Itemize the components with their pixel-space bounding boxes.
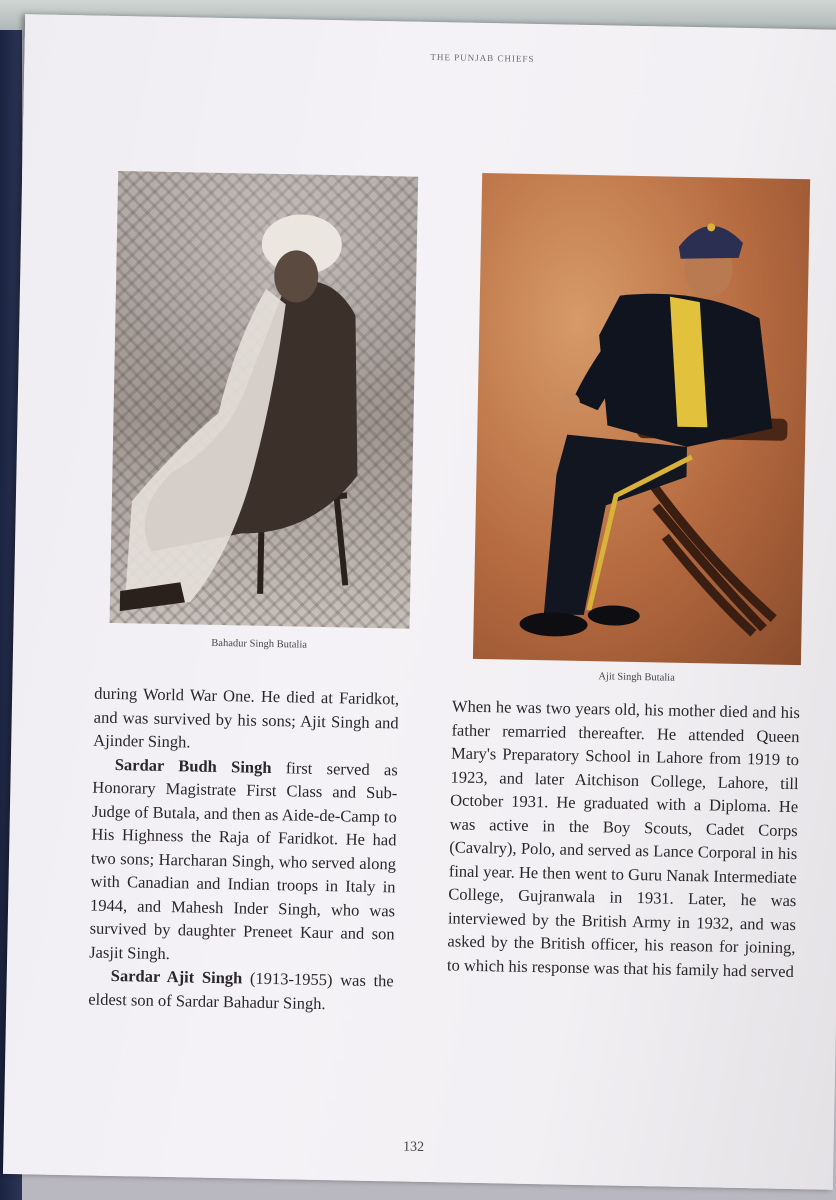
paragraph [88, 964, 394, 1017]
paragraph-text: (1913-1955) was the eldest son of Sardar Bahadur Singh. [88, 968, 394, 1013]
paragraph: When he was two years old, his mother died and his father remarried thereafter. He attended Queen Mary's Preparatory School in Lahore from 1919 to 1923, and later Aitchison College, Lahore, till October 1931. He graduated with a Diploma. He was active in the Boy Scouts, Cadet Corps (Cavalry), Polo, and served as Lance Corporal in his final year. He then went to Guru Nanak Intermediate College, Gujranwala in 1931. Later, he was interviewed by the British Army in 1932, and was asked by the British officer, his reason for joining, to which his response was that his family had served [446, 696, 801, 981]
text-column-right [447, 694, 800, 983]
photo-caption-left: Bahadur Singh Butalia [211, 637, 308, 651]
person-name: Sardar Budh Singh [114, 754, 272, 777]
paragraph: during World War One. He died at Faridkot, and was survived by his sons; Ajit Singh and Ajinder Singh. [93, 683, 400, 752]
running-head: THE PUNJAB CHIEFS [430, 51, 535, 64]
text-column-left [88, 682, 399, 1017]
photo-caption-right: Ajit Singh Butalia [598, 671, 675, 684]
paragraph-text: first served as Honorary Magistrate First Class and Sub-Judge of Butala, and then as Aide-de-Camp to His Highness the Raja of Faridkot. He had two sons; Harcharan Singh, who served along with Canadian and Indian troops in Italy in 1944, and Mahesh Inder Singh, who was survived by daughter Preneet Kaur and son Jasjit Singh. [89, 757, 398, 963]
book-page [3, 14, 836, 1190]
photo-bahadur-singh [110, 171, 419, 629]
paragraph [89, 752, 398, 969]
page-number: 132 [402, 1139, 425, 1156]
person-name: Sardar Ajit Singh [110, 965, 243, 988]
seated-man-sepia-figure [110, 171, 419, 629]
photo-ajit-singh [473, 173, 810, 665]
seated-officer-colour-figure [473, 173, 810, 665]
